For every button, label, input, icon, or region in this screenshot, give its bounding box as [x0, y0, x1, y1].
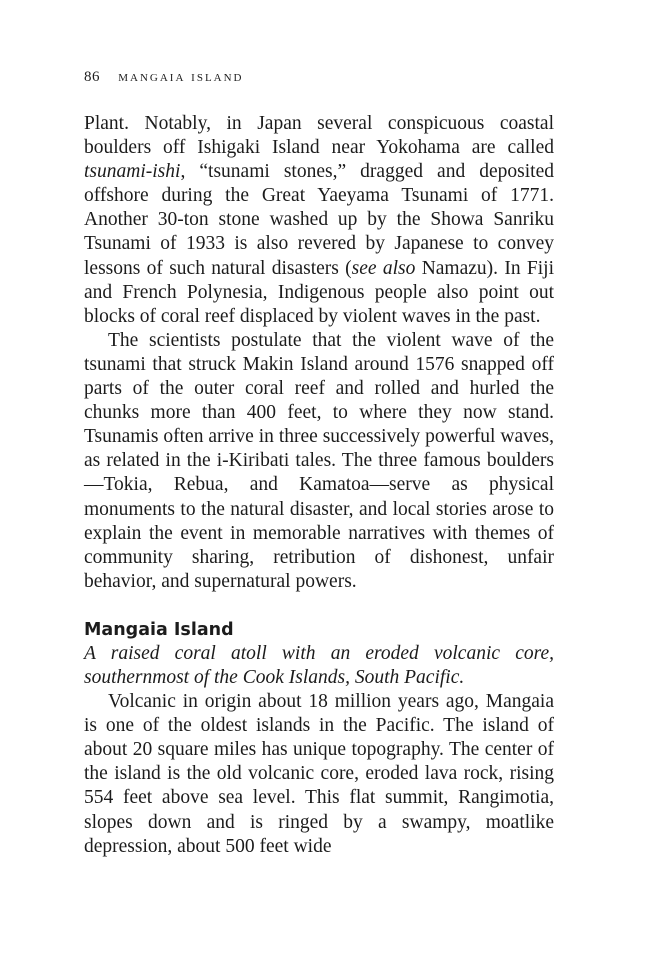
- page-number: 86: [84, 69, 100, 85]
- paragraph-1-part-2: , “tsunami stones,” dragged and deposited offshore during the Great Yaeyama Tsunami of 1771. Another 30-ton stone washed up by the Showa Sanriku Tsunami of 1933 is also revered by Japanese to convey lessons of such natural disasters (: [84, 161, 554, 279]
- running-head-title: mangaia island: [118, 69, 244, 85]
- entry-body: Volcanic in origin about 18 million years ago, Mangaia is one of the oldest islands in the Pacific. The island of about 20 square miles has unique topography. The center of the island is the old volcanic core, eroded lava rock, rising 554 feet above sea level. This flat summit, Rangimotia, slopes down and is ringed by a swampy, moatlike depression, about 500 feet wide: [84, 691, 554, 857]
- running-head: [84, 66, 554, 88]
- book-page: [84, 66, 554, 859]
- paragraph-1-see-also: see also: [351, 257, 416, 279]
- entry-subtitle: A raised coral atoll with an eroded volcanic core, southernmost of the Cook Islands, South Pacific.: [84, 642, 554, 688]
- paragraph-1-italic-term: tsunami-ishi: [84, 161, 181, 183]
- paragraph-1-part-3: Namazu). In Fiji and French Polynesia, Indigenous people also point out blocks of coral reef displaced by violent waves in the past.: [84, 257, 554, 327]
- body-text: [84, 112, 554, 859]
- entry-mangaia-island: [84, 618, 554, 859]
- paragraph-2: The scientists postulate that the violent wave of the tsunami that struck Makin Island around 1576 snapped off parts of the outer coral reef and rolled and hurled the chunks more than 400 feet, to where they now stand. Tsunamis often arrive in three successively powerful waves, as related in the i-Kiribati tales. The three famous boulders—Tokia, Rebua, and Kamatoa—serve as physical monuments to the natural disaster, and local stories arose to explain the event in memorable narratives with themes of community sharing, retribution of dishonest, unfair behavior, and supernatural powers.: [84, 329, 554, 592]
- paragraph-1: [84, 112, 554, 329]
- paragraph-1-part-1: Plant. Notably, in Japan several conspicuous coastal boulders off Ishigaki Island near Yokohama are called: [84, 113, 554, 159]
- entry-heading: Mangaia Island: [84, 619, 234, 640]
